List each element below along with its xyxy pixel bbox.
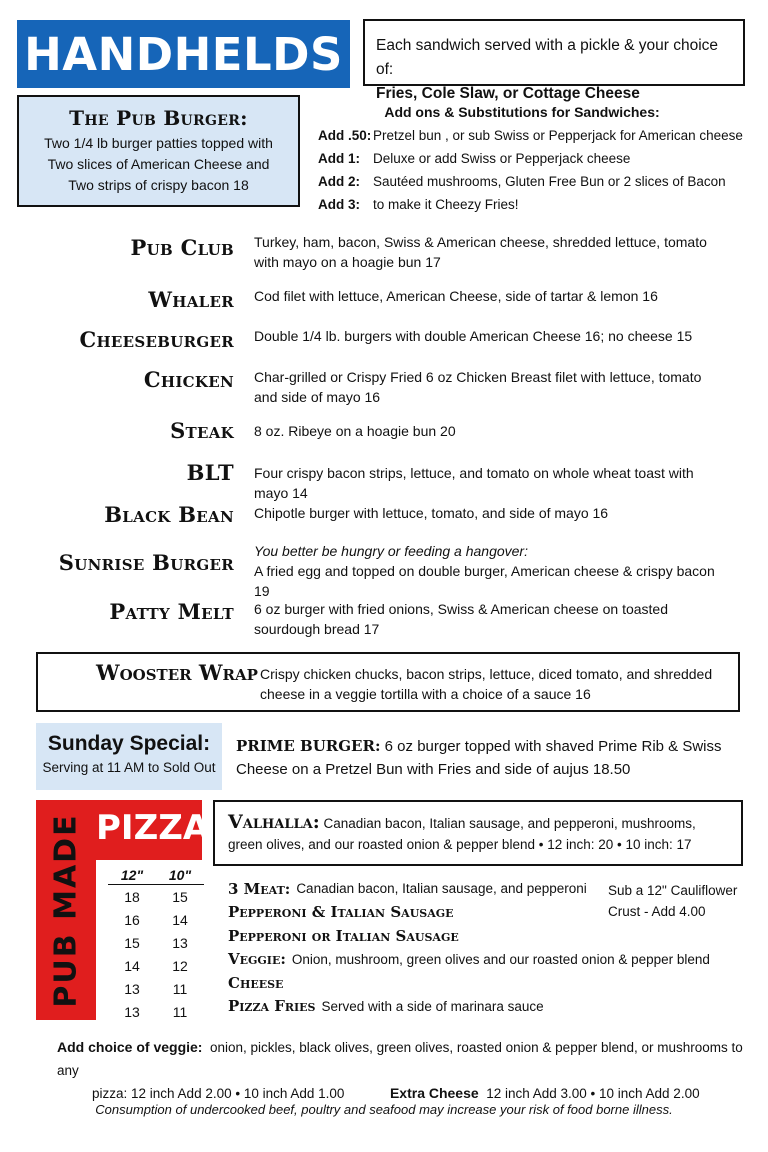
pub-burger-box (17, 95, 300, 207)
section-title-handhelds: HANDHELDS (17, 20, 350, 88)
item-desc (254, 541, 724, 601)
addon-text: Deluxe or add Swiss or Pepperjack cheese (373, 151, 631, 166)
pizza-item (228, 877, 598, 901)
price-row (108, 977, 204, 1000)
price-cell: 13 (124, 980, 140, 997)
veggie-label: Add choice of veggie: (57, 1039, 203, 1055)
price-table-header (108, 866, 204, 885)
valhalla-box (213, 800, 743, 866)
item-note: You better be hungry or feeding a hangover: (254, 543, 528, 559)
pizza-name: Veggie: (228, 950, 286, 969)
addon-row (318, 193, 758, 216)
item-desc: 8 oz. Ribeye on a hoagie bun 20 (254, 423, 456, 439)
pub-burger-desc (19, 133, 298, 196)
addon-price: Add 3: (318, 197, 360, 212)
item-name: Pub Club (130, 235, 234, 260)
pub-burger-line: Two 1/4 lb burger patties topped with (44, 135, 273, 151)
addon-text: Sautéed mushrooms, Gluten Free Bun or 2 slices of Bacon (373, 174, 726, 189)
pizza-name: Pizza Fries (228, 997, 316, 1016)
pizza-name: Cheese (228, 973, 284, 992)
pizza-item (228, 948, 710, 972)
prime-burger (236, 735, 756, 781)
sandwich-sides-box (363, 19, 745, 102)
extra-cheese-prices: 12 inch Add 3.00 • 10 inch Add 2.00 (486, 1086, 700, 1101)
pizza-item (228, 971, 598, 995)
item-desc: Chipotle burger with lettuce, tomato, and side of mayo 16 (254, 505, 609, 521)
price-cell: 11 (172, 1003, 188, 1020)
pizza-item (228, 924, 598, 948)
pizza-item (228, 901, 598, 925)
pizza-desc: Canadian bacon, Italian sausage, and pepperoni (296, 881, 587, 897)
prime-burger-name: PRIME BURGER: (236, 737, 381, 755)
pizza-price-table (108, 866, 204, 1023)
size-header: 12" (120, 867, 144, 883)
pub-burger-title: The Pub Burger: (69, 106, 248, 130)
price-row (108, 1000, 204, 1023)
sides-intro: Each sandwich served with a pickle & your choice of: (376, 37, 719, 78)
price-row (108, 931, 204, 954)
addon-price: Add 1: (318, 151, 360, 166)
pizza-desc: Onion, mushroom, green olives and our roasted onion & pepper blend (291, 951, 710, 967)
pizza-addons (57, 1036, 757, 1105)
pub-made-text: PUB MADE (48, 812, 84, 1008)
size-header: 10" (168, 867, 192, 883)
addon-row (318, 147, 758, 170)
price-cell: 12 (172, 957, 188, 974)
price-cell: 15 (172, 888, 188, 905)
item-desc: Turkey, ham, bacon, Swiss & American cheese, shredded lettuce, tomato with mayo on a hoagie bun 17 (254, 234, 707, 270)
sunday-special-title: Sunday Special: (47, 732, 211, 755)
item-name: Chicken (143, 367, 234, 392)
price-cell: 14 (124, 957, 140, 974)
sunday-special-hours: Serving at 11 AM to Sold Out (42, 760, 216, 775)
sides-options: Fries, Cole Slaw, or Cottage Cheese (376, 85, 640, 102)
pizza-desc: Served with a side of marinara sauce (321, 998, 544, 1014)
price-row (108, 954, 204, 977)
addon-row (318, 170, 758, 193)
item-name: Wooster Wrap (96, 660, 258, 685)
addons-title: Add ons & Substitutions for Sandwiches: (384, 104, 660, 120)
addon-text: to make it Cheezy Fries! (373, 197, 519, 212)
cauli-line: Crust - Add 4.00 (608, 904, 706, 919)
addons-section (318, 104, 758, 216)
pub-burger-line: Two slices of American Cheese and (47, 156, 270, 172)
item-desc: Four crispy bacon strips, lettuce, and tomato on whole wheat toast with mayo 14 (254, 465, 694, 501)
item-name: Steak (170, 418, 234, 443)
food-safety-disclaimer: Consumption of undercooked beef, poultry and seafood may increase your risk of food borne illness. (95, 1102, 673, 1117)
item-desc-text: A fried egg and topped on double burger, American cheese & crispy bacon 19 (254, 563, 715, 599)
item-name: Cheeseburger (79, 327, 234, 352)
price-row (108, 885, 204, 908)
addon-row (318, 124, 758, 147)
addon-price: Add .50: (318, 128, 372, 143)
valhalla-desc: Canadian bacon, Italian sausage, and pepperoni, mushrooms, green olives, and our roasted onion & pepper blend • 12 inch: 20 • 10 inch: 17 (228, 816, 696, 852)
item-desc: Crispy chicken chucks, bacon strips, lettuce, diced tomato, and shredded cheese in a veggie tortilla with a choice of a sauce 16 (260, 666, 713, 702)
pizza-item (228, 995, 598, 1019)
veggie-line (57, 1036, 757, 1082)
item-desc: 6 oz burger with fried onions, Swiss & American cheese on toasted sourdough bread 17 (254, 601, 668, 637)
pizza-name: Pepperoni & Italian Sausage (228, 903, 454, 922)
price-cell: 18 (124, 888, 140, 905)
price-cell: 14 (172, 911, 188, 928)
pizza-title: PIZZA (96, 808, 210, 848)
pub-burger-line: Two strips of crispy bacon 18 (68, 177, 249, 193)
veggie-text: onion, pickles, black olives, green olives, roasted onion & pepper blend, or mushrooms to any (57, 1040, 743, 1078)
addon-text: Pretzel bun , or sub Swiss or Pepperjack for American cheese (373, 128, 743, 143)
item-desc: Double 1/4 lb. burgers with double American Cheese 16; no cheese 15 (254, 328, 693, 344)
cauliflower-crust-note (608, 880, 758, 922)
price-cell: 16 (124, 911, 140, 928)
price-cell: 13 (124, 1003, 140, 1020)
item-name: BLT (186, 460, 234, 485)
cauli-line: Sub a 12" Cauliflower (608, 883, 738, 898)
price-cell: 13 (172, 934, 188, 951)
item-name: Whaler (148, 287, 234, 312)
item-desc: Char-grilled or Crispy Fried 6 oz Chicken Breast filet with lettuce, tomato and side of mayo 16 (254, 369, 702, 405)
item-name: Black Bean (104, 502, 234, 527)
extra-cheese-label: Extra Cheese (389, 1085, 479, 1101)
addon-price: Add 2: (318, 174, 360, 189)
pub-made-label (36, 800, 96, 1020)
price-cell: 11 (172, 980, 188, 997)
prime-burger-desc: 6 oz burger topped with shaved Prime Rib & Swiss Cheese on a Pretzel Bun with Fries and side of aujus 18.50 (236, 738, 722, 778)
veggie-prices: pizza: 12 inch Add 2.00 • 10 inch Add 1.00 (92, 1086, 345, 1101)
item-desc: Cod filet with lettuce, American Cheese, side of tartar & lemon 16 (254, 288, 658, 304)
item-name: Sunrise Burger (58, 550, 234, 575)
item-name: Patty Melt (109, 599, 234, 624)
valhalla-name: Valhalla: (228, 811, 320, 833)
pizza-name: 3 Meat: (228, 879, 291, 898)
price-cell: 15 (124, 934, 140, 951)
pizza-name: Pepperoni or Italian Sausage (228, 926, 459, 945)
sunday-special-box (36, 723, 222, 790)
price-row (108, 908, 204, 931)
